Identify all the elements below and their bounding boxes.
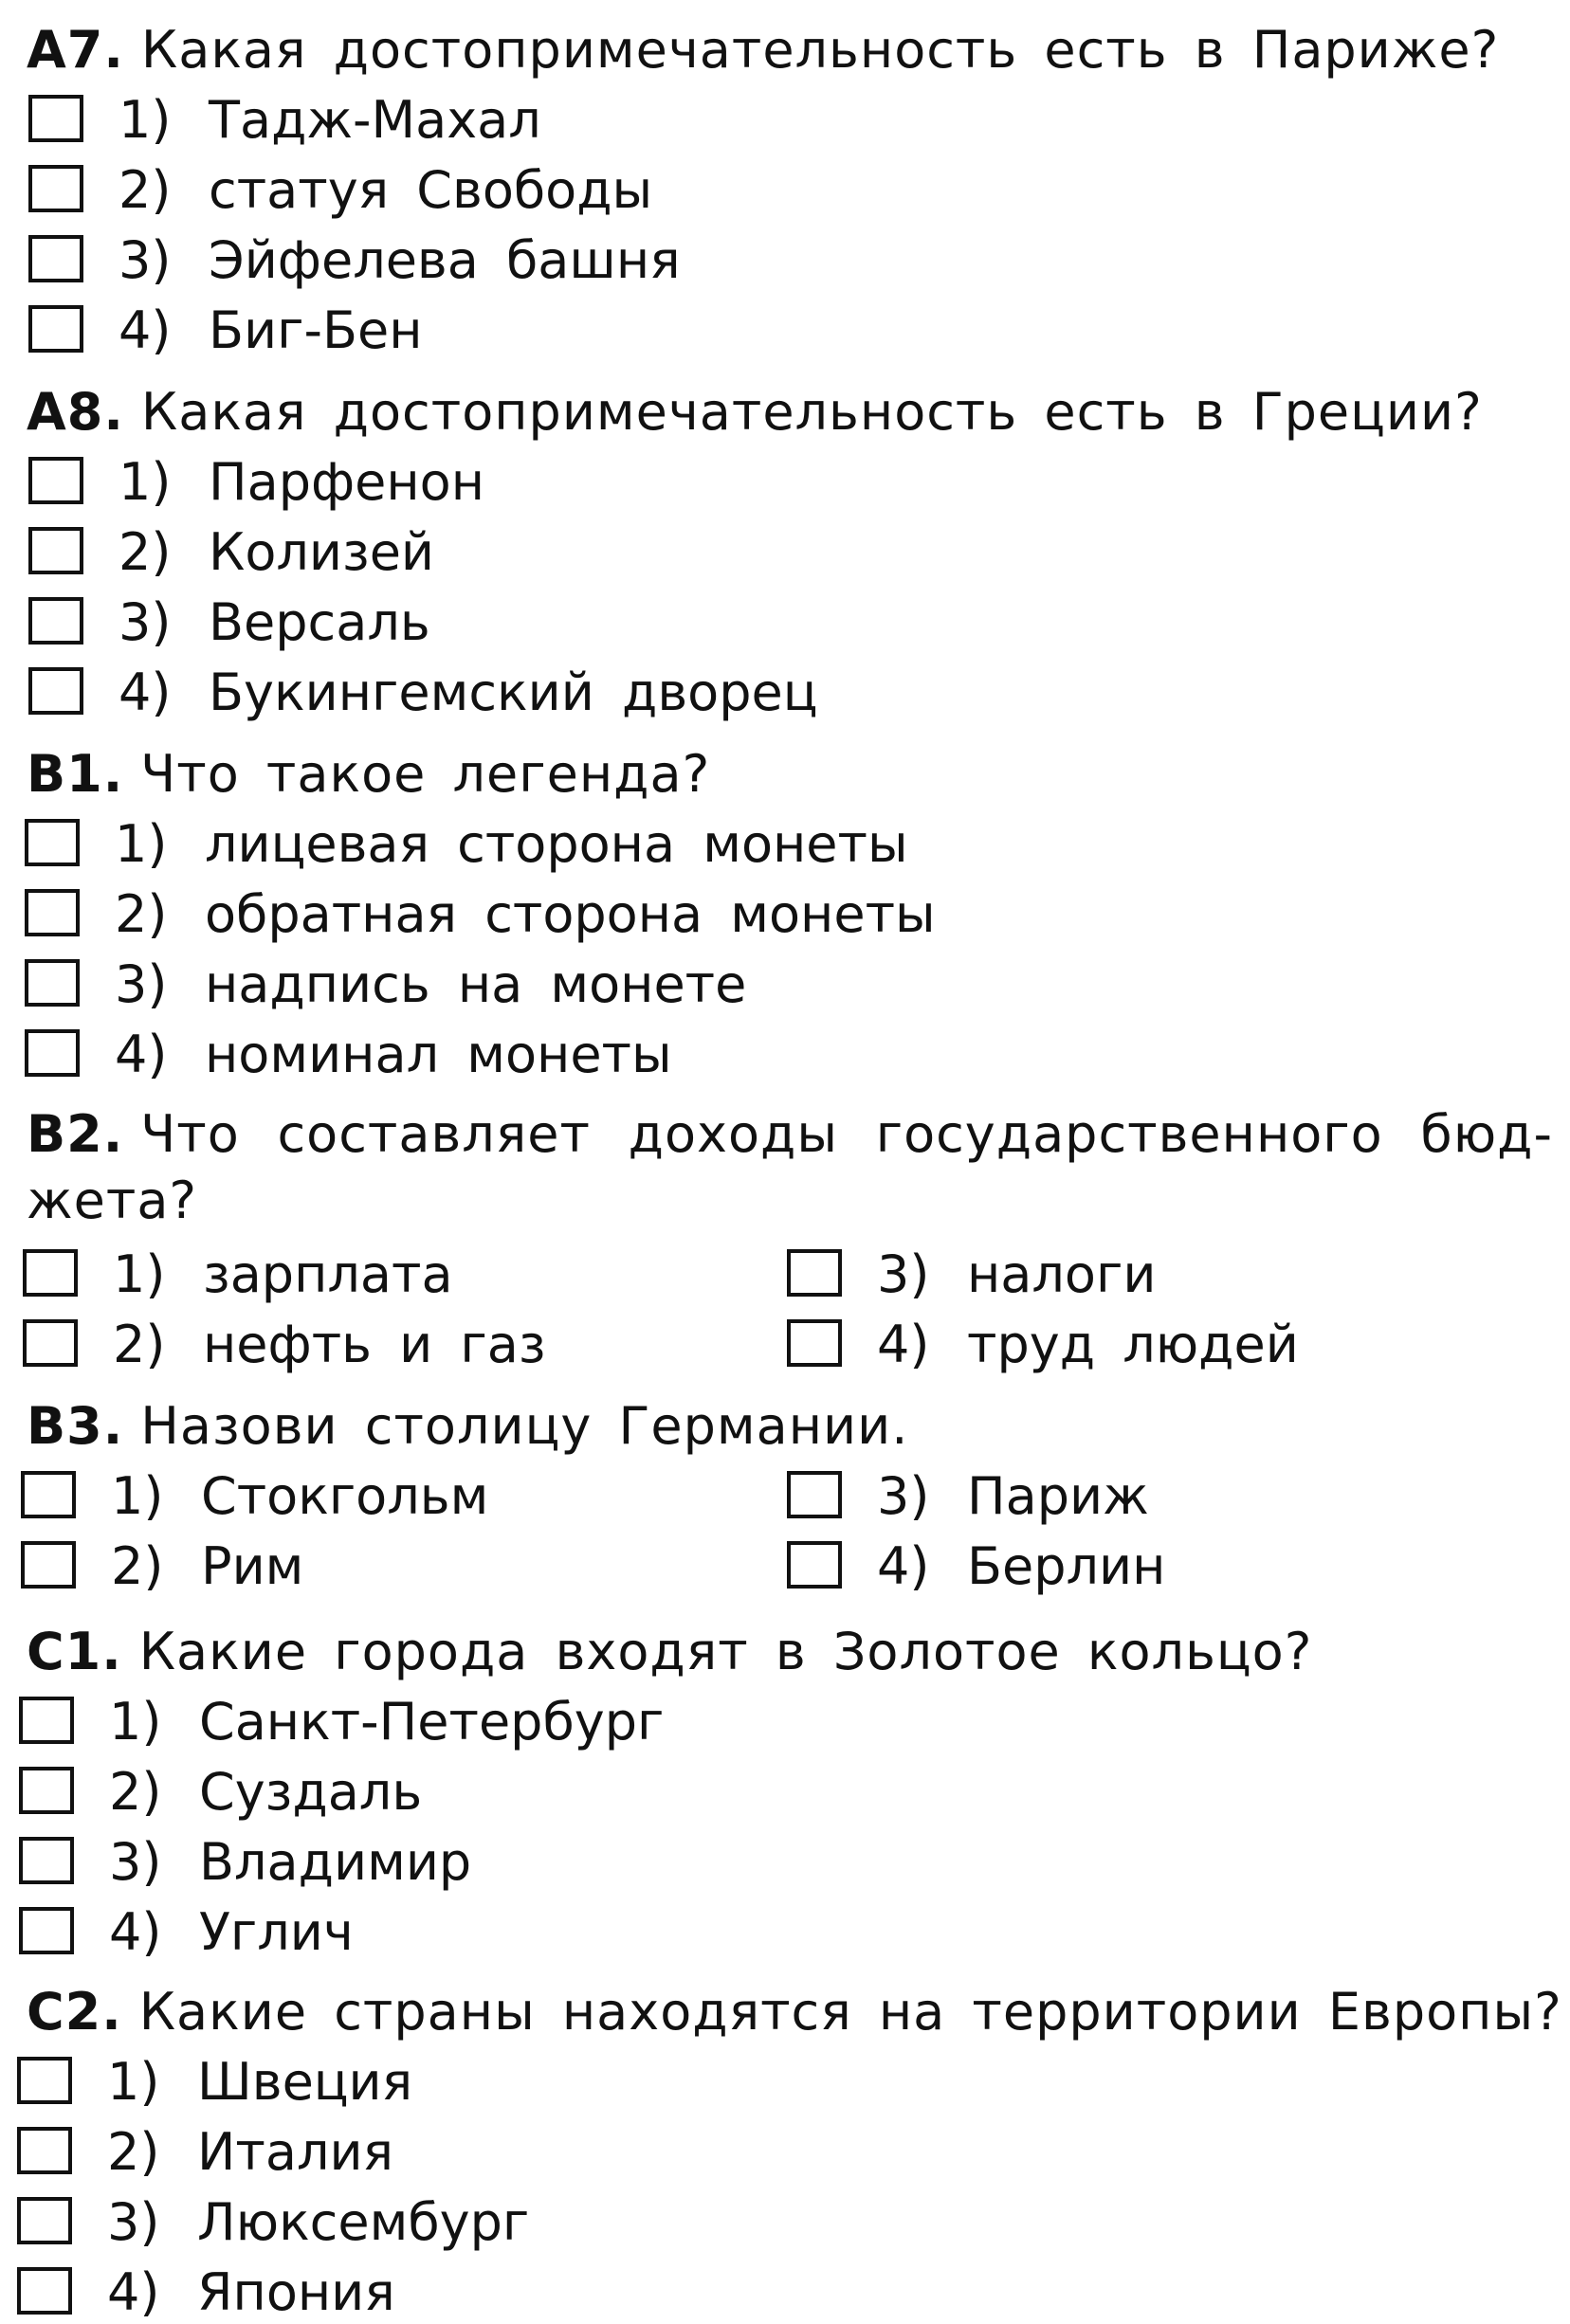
answer-option[interactable] [19,1831,777,1894]
answer-option[interactable] [17,2191,776,2254]
answer-checkbox[interactable] [23,1319,78,1367]
option-number: 3) [107,2192,160,2252]
answer-option[interactable] [28,591,787,654]
answer-option[interactable] [17,2051,776,2114]
option-number: 2) [111,1536,164,1596]
question-label: C2. [27,1982,122,2042]
option-text: Берлин [967,1536,1166,1596]
answer-checkbox[interactable] [21,1541,76,1589]
option-number: 1) [109,1692,162,1752]
option-number: 4) [119,663,172,722]
option-number: 2) [109,1762,162,1822]
answer-checkbox[interactable] [21,1471,76,1518]
option-text: Углич [199,1902,354,1962]
option-text: обратная сторона монеты [205,884,936,944]
question-heading [27,1101,1553,1234]
answer-option[interactable] [17,2261,776,2324]
option-number: 4) [109,1902,162,1962]
option-number: 1) [115,814,168,874]
answer-option[interactable] [25,883,936,946]
question-text: Какая достопримечательность есть в Париже? [140,20,1500,80]
answer-option[interactable] [28,451,787,514]
question-label: C1. [27,1622,122,1681]
answer-checkbox[interactable] [25,1029,80,1077]
option-number: 3) [109,1832,162,1892]
option-text: Эйфелева башня [209,230,681,290]
option-text: налоги [967,1244,1157,1304]
answer-checkbox[interactable] [787,1249,842,1297]
answer-option[interactable] [19,1761,777,1824]
option-number: 1) [119,452,172,512]
answer-checkbox[interactable] [25,889,80,936]
option-text: Суздаль [199,1762,423,1822]
option-text: Парфенон [209,452,485,512]
question-text: Какие страны находятся на территории Европы? [138,1982,1562,2042]
answer-checkbox[interactable] [19,1697,74,1744]
option-number: 4) [877,1315,930,1374]
answer-checkbox[interactable] [25,819,80,866]
question-text: Назови столицу Германии. [140,1396,909,1456]
question-label: B2. [27,1104,124,1164]
answer-checkbox[interactable] [19,1837,74,1884]
option-text: Швеция [197,2052,413,2112]
question-heading [27,741,1543,808]
option-text: Париж [967,1466,1149,1526]
option-text: Владимир [199,1832,472,1892]
question-heading [27,1619,1543,1685]
answer-option[interactable] [787,1314,1545,1376]
answer-option[interactable] [25,1024,783,1086]
answer-option[interactable] [25,813,908,876]
answer-option[interactable] [25,953,783,1016]
answer-checkbox[interactable] [17,2127,72,2174]
answer-checkbox[interactable] [787,1319,842,1367]
option-text: Стокгольм [201,1466,489,1526]
option-number: 3) [119,230,172,290]
option-text: Люксембург [197,2192,530,2252]
question-label: A8. [27,382,124,442]
answer-checkbox[interactable] [25,959,80,1007]
answer-option[interactable] [21,1465,779,1528]
question-text: Что такое легенда? [140,744,711,804]
option-text: Италия [197,2122,394,2182]
answer-option[interactable] [787,1535,1545,1598]
option-text: Колизей [209,522,435,582]
answer-option[interactable] [19,1901,777,1964]
option-text: нефть и газ [203,1315,546,1374]
answer-checkbox[interactable] [19,1907,74,1954]
option-text: Япония [197,2262,395,2322]
option-number: 3) [115,954,168,1014]
option-text: Версаль [209,592,430,652]
option-text: статуя Свободы [209,160,653,220]
option-number: 1) [119,90,172,150]
answer-option[interactable] [28,521,787,584]
option-text: номинал монеты [205,1025,672,1084]
question-label: B3. [27,1396,124,1456]
answer-option[interactable] [28,89,787,152]
option-number: 2) [113,1315,166,1374]
option-text: труд людей [967,1315,1299,1374]
answer-checkbox[interactable] [28,597,83,645]
answer-option[interactable] [28,300,787,362]
answer-checkbox[interactable] [23,1249,78,1297]
option-number: 3) [119,592,172,652]
answer-option[interactable] [787,1244,1545,1306]
answer-checkbox[interactable] [787,1541,842,1589]
answer-checkbox[interactable] [28,235,83,282]
option-text: Рим [201,1536,304,1596]
option-number: 2) [119,160,172,220]
option-number: 2) [107,2122,160,2182]
option-number: 1) [107,2052,160,2112]
answer-checkbox[interactable] [28,457,83,504]
answer-checkbox[interactable] [17,2057,72,2104]
option-number: 1) [113,1244,166,1304]
answer-checkbox[interactable] [787,1471,842,1518]
option-number: 2) [119,522,172,582]
answer-option[interactable] [28,229,787,292]
option-number: 2) [115,884,168,944]
answer-option[interactable] [28,662,818,724]
option-number: 4) [119,300,172,360]
answer-option[interactable] [21,1535,779,1598]
option-text: Санкт-Петербург [199,1692,665,1752]
answer-option[interactable] [19,1691,777,1753]
answer-checkbox[interactable] [19,1767,74,1814]
question-heading [27,1979,1562,2045]
option-number: 1) [111,1466,164,1526]
answer-checkbox[interactable] [17,2197,72,2244]
option-number: 3) [877,1244,930,1304]
option-text: надпись на монете [205,954,747,1014]
option-number: 4) [877,1536,930,1596]
question-text: Какие города входят в Золотое кольцо? [138,1622,1313,1681]
question-text: Какая достопримечательность есть в Греции? [140,382,1483,442]
answer-checkbox[interactable] [17,2267,72,2315]
option-text: Тадж-Махал [209,90,541,150]
question-heading [27,17,1543,83]
question-heading [27,379,1543,445]
option-text: лицевая сторона монеты [205,814,908,874]
question-text: Что составляет доходы государственного бюд-жета? [27,1104,1553,1230]
option-text: Биг-Бен [209,300,423,360]
answer-option[interactable] [787,1465,1545,1528]
answer-option[interactable] [17,2121,776,2184]
option-text: Букингемский дворец [209,663,818,722]
option-text: зарплата [203,1244,453,1304]
option-number: 4) [107,2262,160,2322]
question-label: A7. [27,20,124,80]
question-label: B1. [27,744,124,804]
answer-option[interactable] [28,159,787,222]
answer-checkbox[interactable] [28,667,83,715]
answer-option[interactable] [23,1314,781,1376]
question-heading [27,1393,1543,1460]
answer-option[interactable] [23,1244,781,1306]
answer-checkbox[interactable] [28,165,83,212]
answer-checkbox[interactable] [28,95,83,142]
answer-checkbox[interactable] [28,305,83,353]
answer-checkbox[interactable] [28,527,83,574]
option-number: 3) [877,1466,930,1526]
option-number: 4) [115,1025,168,1084]
